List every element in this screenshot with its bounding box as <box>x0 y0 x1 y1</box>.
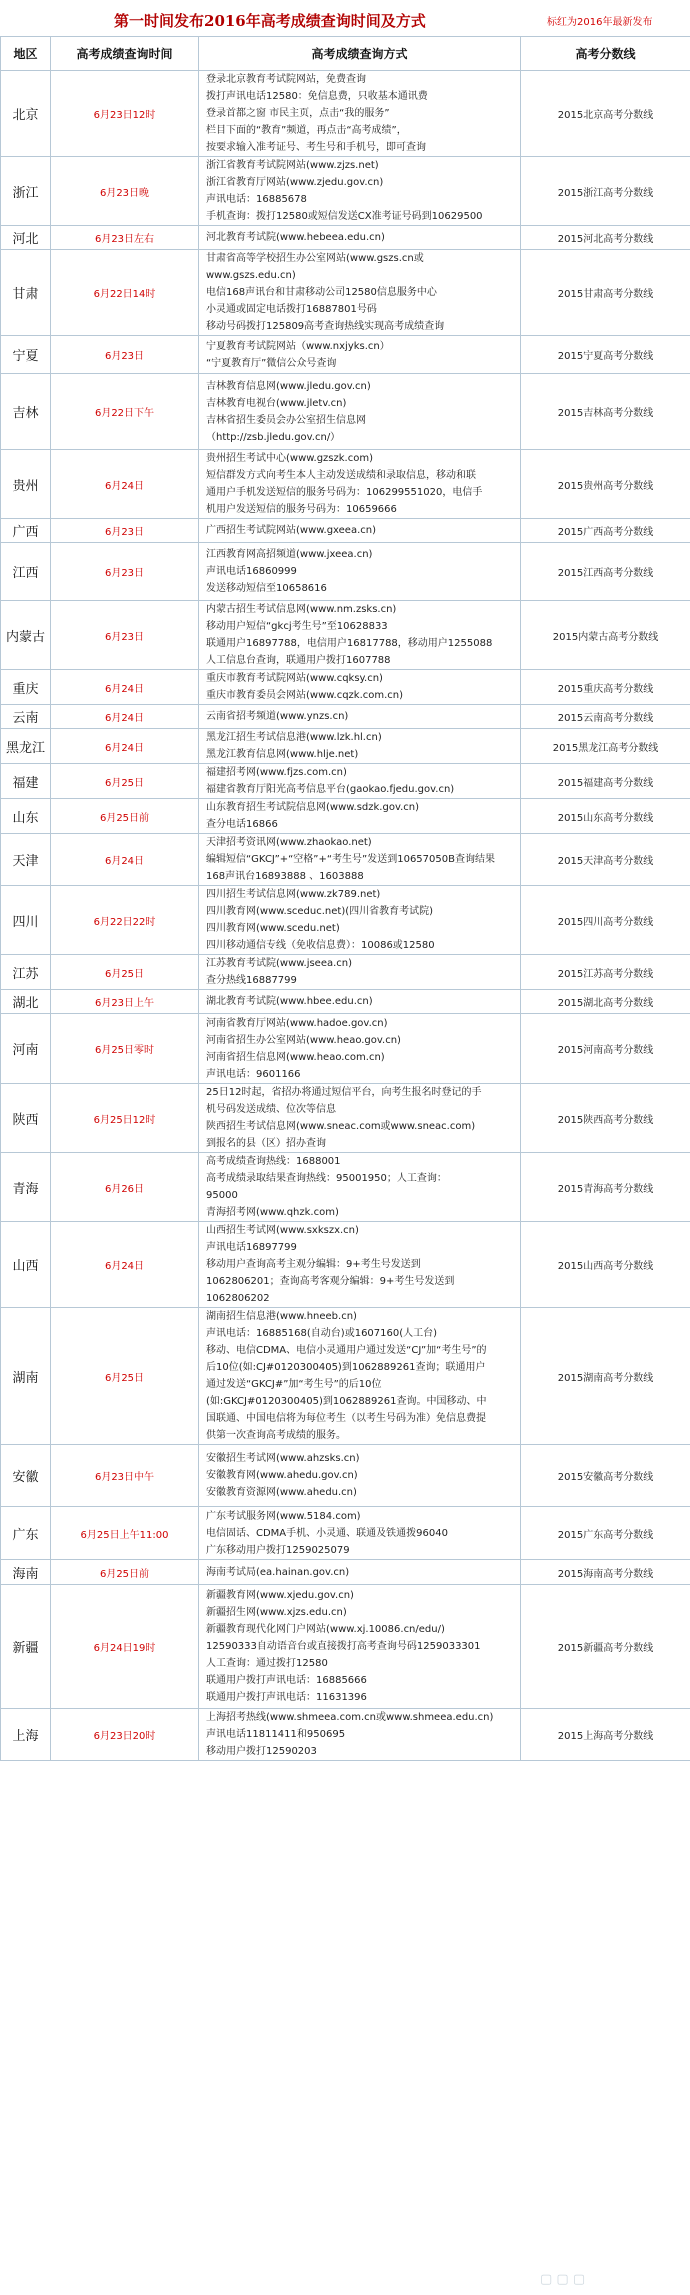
method-line: 按要求输入准考证号、考生号和手机号，即可查询 <box>206 142 426 153</box>
region-cell: 内蒙古 <box>1 601 51 670</box>
query-time-cell: 6月25日 <box>51 1308 199 1445</box>
region-cell: 安徽 <box>1 1445 51 1507</box>
method-line: 青海招考网(www.qhzk.com) <box>206 1207 339 1218</box>
method-line: 福建省教育厅阳光高考信息平台(gaokao.fjedu.gov.cn) <box>206 784 455 795</box>
method-line: 四川教育网(www.sceduc.net)(四川省教育考试院) <box>206 906 434 917</box>
query-time-cell: 6月23日12时 <box>51 71 199 157</box>
score-line-link[interactable]: 2015宁夏高考分数线 <box>521 336 690 374</box>
query-method-cell <box>199 1084 521 1153</box>
query-time-cell: 6月23日左右 <box>51 226 199 250</box>
query-method-cell <box>199 834 521 886</box>
region-cell: 吉林 <box>1 374 51 450</box>
table-row <box>1 729 690 764</box>
table-row <box>1 1308 690 1445</box>
method-line: 重庆市教育委员会网站(www.cqzk.com.cn) <box>206 690 404 701</box>
method-line: 江西教育网高招频道(www.jxeea.cn) <box>206 549 373 560</box>
query-method-cell <box>199 226 521 250</box>
method-line: 拨打声讯电话12580：免信息费，只收基本通讯费 <box>206 91 428 102</box>
method-line: 福建招考网(www.fjzs.com.cn) <box>206 767 347 778</box>
col-header-time: 高考成绩查询时间 <box>51 37 199 71</box>
query-method-cell <box>199 705 521 729</box>
query-time-cell: 6月24日 <box>51 834 199 886</box>
query-method-cell <box>199 764 521 799</box>
method-line: 国联通、中国电信将为每位考生（以考生号码为准）免信息费提 <box>206 1413 486 1424</box>
score-line-link[interactable]: 2015山西高考分数线 <box>521 1222 690 1308</box>
table-header-row <box>1 37 690 71</box>
table-row <box>1 1014 690 1084</box>
method-line: 声讯电话：16885168(自动台)或1607160(人工台) <box>206 1328 438 1339</box>
table-row <box>1 799 690 834</box>
score-line-link[interactable]: 2015山东高考分数线 <box>521 799 690 834</box>
score-line-link[interactable]: 2015海南高考分数线 <box>521 1560 690 1585</box>
query-time-cell: 6月22日14时 <box>51 250 199 336</box>
score-line-link[interactable]: 2015天津高考分数线 <box>521 834 690 886</box>
query-time-cell: 6月24日 <box>51 670 199 705</box>
table-row <box>1 1153 690 1222</box>
table-row <box>1 1084 690 1153</box>
query-time-cell: 6月23日晚 <box>51 157 199 226</box>
score-line-link[interactable]: 2015北京高考分数线 <box>521 71 690 157</box>
query-time-cell: 6月22日22时 <box>51 886 199 955</box>
method-line: 移动号码拨打125809高考查询热线实现高考成绩查询 <box>206 321 445 332</box>
method-line: 河南省招生信息网(www.heao.com.cn) <box>206 1051 385 1063</box>
table-row <box>1 1585 690 1709</box>
region-cell: 北京 <box>1 71 51 157</box>
method-line: 新疆招生网(www.xjzs.edu.cn) <box>206 1607 347 1618</box>
method-line: 联通用户拨打声讯电话：16885666 <box>206 1675 367 1686</box>
score-line-link[interactable]: 2015贵州高考分数线 <box>521 450 690 519</box>
method-line: 甘肃省高等学校招生办公室网站(www.gszs.cn或 <box>206 253 424 264</box>
query-method-cell <box>199 1153 521 1222</box>
method-line: 声讯电话11811411和950695 <box>206 1729 346 1740</box>
method-line: 宁夏教育考试院网站（www.nxjyks.cn） <box>206 340 390 352</box>
method-line: 四川教育网(www.scedu.net) <box>206 923 340 934</box>
score-line-link[interactable]: 2015湖南高考分数线 <box>521 1308 690 1445</box>
method-line: 移动用户查询高考主观分编辑：9+考生号发送到 <box>206 1259 421 1270</box>
method-line: 广东移动用户拨打1259025079 <box>206 1544 350 1556</box>
score-line-link[interactable]: 2015广西高考分数线 <box>521 519 690 543</box>
query-method-cell <box>199 1445 521 1507</box>
table-row <box>1 543 690 601</box>
method-line: www.gszs.edu.cn) <box>206 270 296 281</box>
score-line-link[interactable]: 2015江苏高考分数线 <box>521 955 690 990</box>
query-time-cell: 6月25日 <box>51 955 199 990</box>
query-method-cell <box>199 1507 521 1560</box>
query-method-cell <box>199 1585 521 1709</box>
method-line: 新疆教育现代化网门户网站(www.xj.10086.cn/edu/) <box>206 1624 445 1635</box>
method-line: 广东考试服务网(www.5184.com) <box>206 1510 361 1522</box>
query-time-cell: 6月25日零时 <box>51 1014 199 1084</box>
score-line-link[interactable]: 2015云南高考分数线 <box>521 705 690 729</box>
region-cell: 天津 <box>1 834 51 886</box>
table-row <box>1 601 690 670</box>
method-line: 机用户发送短信的服务号码为：10659666 <box>206 504 397 515</box>
table-body <box>1 71 690 1761</box>
method-line: 查分热线16887799 <box>206 975 297 986</box>
method-line: 95000 <box>206 1190 238 1201</box>
score-line-link[interactable]: 2015河南高考分数线 <box>521 1014 690 1084</box>
region-cell: 福建 <box>1 764 51 799</box>
title-bar <box>0 0 690 36</box>
method-line: 联通用户16897788，电信用户16817788，移动用户1255088 <box>206 638 493 649</box>
method-line: 陕西招生考试信息网(www.sneac.com或www.sneac.com) <box>206 1121 476 1132</box>
query-time-cell: 6月25日前 <box>51 799 199 834</box>
query-method-cell <box>199 886 521 955</box>
query-method-cell <box>199 601 521 670</box>
region-cell: 青海 <box>1 1153 51 1222</box>
table-row <box>1 157 690 226</box>
region-cell: 湖北 <box>1 990 51 1014</box>
query-method-cell <box>199 1709 521 1761</box>
query-time-cell: 6月24日 <box>51 450 199 519</box>
table-row <box>1 764 690 799</box>
region-cell: 宁夏 <box>1 336 51 374</box>
table-row <box>1 450 690 519</box>
method-line: 25日12时起，省招办将通过短信平台，向考生报名时登记的手 <box>206 1087 482 1098</box>
method-line: 安徽教育资源网(www.ahedu.cn) <box>206 1487 357 1498</box>
query-method-cell <box>199 519 521 543</box>
method-line: 人工查询：通过拨打12580 <box>206 1658 328 1669</box>
method-line: 重庆市教育考试院网站(www.cqksy.cn) <box>206 673 383 684</box>
region-cell: 广东 <box>1 1507 51 1560</box>
query-method-cell <box>199 250 521 336</box>
query-time-cell: 6月24日 <box>51 729 199 764</box>
region-cell: 上海 <box>1 1709 51 1761</box>
method-line: 黑龙江教育信息网(www.hlje.net) <box>206 749 359 760</box>
query-time-cell: 6月25日12时 <box>51 1084 199 1153</box>
method-line: 四川移动通信专线（免收信息费）：10086或12580 <box>206 940 435 951</box>
score-line-link[interactable]: 2015黑龙江高考分数线 <box>521 729 690 764</box>
method-line: 发送移动短信至10658616 <box>206 583 327 594</box>
table-row <box>1 886 690 955</box>
table-row <box>1 990 690 1014</box>
method-line: 声讯电话：16885678 <box>206 194 307 205</box>
method-line: 黑龙江招生考试信息港(www.lzk.hl.cn) <box>206 732 382 743</box>
method-line: “宁夏教育厅”微信公众号查询 <box>206 357 337 369</box>
method-line: 1062806202 <box>206 1293 270 1304</box>
method-line: 人工信息台查询，联通用户拨打1607788 <box>206 655 391 666</box>
method-line: 新疆教育网(www.xjedu.gov.cn) <box>206 1590 354 1601</box>
query-time-cell: 6月23日上午 <box>51 990 199 1014</box>
method-line: 声讯电话16860999 <box>206 566 297 577</box>
method-line: 湖南招生信息港(www.hneeb.cn) <box>206 1311 357 1322</box>
method-line: 云南省招考频道(www.ynzs.cn) <box>206 711 349 722</box>
table-row <box>1 705 690 729</box>
region-cell: 黑龙江 <box>1 729 51 764</box>
score-line-link[interactable]: 2015湖北高考分数线 <box>521 990 690 1014</box>
table-row <box>1 670 690 705</box>
method-line: 广西招生考试院网站(www.gxeea.cn) <box>206 525 377 536</box>
method-line: 小灵通或固定电话拨打16887801号码 <box>206 304 377 315</box>
query-method-cell <box>199 1308 521 1445</box>
score-line-link[interactable]: 2015广东高考分数线 <box>521 1507 690 1560</box>
region-cell: 重庆 <box>1 670 51 705</box>
region-cell: 海南 <box>1 1560 51 1585</box>
method-line: 1062806201；查询高考客观分编辑：9+考生号发送到 <box>206 1276 455 1287</box>
query-time-cell: 6月23日 <box>51 543 199 601</box>
query-method-cell <box>199 1222 521 1308</box>
query-method-cell <box>199 1014 521 1084</box>
region-cell: 贵州 <box>1 450 51 519</box>
query-method-cell <box>199 543 521 601</box>
method-line: 登录首都之窗 市民主页，点击“我的服务” <box>206 108 390 119</box>
region-cell: 新疆 <box>1 1585 51 1709</box>
region-cell: 甘肃 <box>1 250 51 336</box>
table-row <box>1 250 690 336</box>
score-line-link[interactable]: 2015青海高考分数线 <box>521 1153 690 1222</box>
method-line: 声讯电话16897799 <box>206 1242 297 1253</box>
method-line: 短信群发方式向考生本人主动发送成绩和录取信息，移动和联 <box>206 470 476 481</box>
query-method-cell <box>199 729 521 764</box>
method-line: 供第一次查询高考成绩的服务。 <box>206 1430 346 1441</box>
score-line-link[interactable]: 2015陕西高考分数线 <box>521 1084 690 1153</box>
method-line: 机号码发送成绩、位次等信息 <box>206 1104 336 1115</box>
query-method-cell <box>199 374 521 450</box>
region-cell: 陕西 <box>1 1084 51 1153</box>
query-time-cell: 6月24日 <box>51 705 199 729</box>
score-line-link[interactable]: 2015河北高考分数线 <box>521 226 690 250</box>
table-row <box>1 71 690 157</box>
region-cell: 广西 <box>1 519 51 543</box>
page-title: 第一时间发布2016年高考成绩查询时间及方式 <box>114 12 426 30</box>
region-cell: 河北 <box>1 226 51 250</box>
method-line: 内蒙古招生考试信息网(www.nm.zsks.cn) <box>206 604 397 615</box>
watermark-logo: ▢ ▢ ▢ <box>540 2272 586 2287</box>
method-line: 河南省教育厅网站(www.hadoe.gov.cn) <box>206 1017 388 1029</box>
query-method-cell <box>199 336 521 374</box>
query-time-cell: 6月25日上午11:00 <box>51 1507 199 1560</box>
score-line-link[interactable]: 2015上海高考分数线 <box>521 1709 690 1761</box>
query-method-cell <box>199 955 521 990</box>
method-line: 电信168声讯台和甘肃移动公司12580信息服务中心 <box>206 287 437 298</box>
method-line: 天津招考资讯网(www.zhaokao.net) <box>206 837 372 848</box>
method-line: (如:GKCJ#0120300405)到1062889261查询。中国移动、中 <box>206 1396 487 1407</box>
score-line-link[interactable]: 2015新疆高考分数线 <box>521 1585 690 1709</box>
method-line: 山西招生考试网(www.sxkszx.cn) <box>206 1225 359 1236</box>
score-line-link[interactable]: 2015甘肃高考分数线 <box>521 250 690 336</box>
score-line-link[interactable]: 2015浙江高考分数线 <box>521 157 690 226</box>
query-time-cell: 6月23日 <box>51 336 199 374</box>
query-time-cell: 6月24日 <box>51 1222 199 1308</box>
table-row <box>1 374 690 450</box>
query-method-cell <box>199 990 521 1014</box>
table-row <box>1 955 690 990</box>
method-line: 湖北教育考试院(www.hbee.edu.cn) <box>206 996 373 1007</box>
method-line: 移动用户短信“gkcj考生号”至10628833 <box>206 621 388 632</box>
query-time-cell: 6月22日下午 <box>51 374 199 450</box>
region-cell: 河南 <box>1 1014 51 1084</box>
query-time-cell: 6月23日20时 <box>51 1709 199 1761</box>
method-line: 后10位(如:CJ#0120300405)到1062889261查询；联通用户 <box>206 1362 486 1373</box>
query-method-cell <box>199 450 521 519</box>
method-line: 高考成绩录取结果查询热线：95001950；人工查询： <box>206 1173 447 1184</box>
method-line: 查分电话16866 <box>206 819 278 830</box>
query-method-cell <box>199 157 521 226</box>
query-time-cell: 6月26日 <box>51 1153 199 1222</box>
table-row <box>1 1222 690 1308</box>
score-query-table <box>0 36 690 1761</box>
query-time-cell: 6月25日 <box>51 764 199 799</box>
score-line-link[interactable]: 2015四川高考分数线 <box>521 886 690 955</box>
method-line: 贵州招生考试中心(www.gzszk.com) <box>206 453 373 464</box>
query-method-cell <box>199 71 521 157</box>
table-row <box>1 834 690 886</box>
method-line: 高考成绩查询热线：1688001 <box>206 1156 341 1167</box>
query-time-cell: 6月23日 <box>51 601 199 670</box>
legend-note: 标红为2016年最新发布 <box>547 17 653 28</box>
method-line: 联通用户拨打声讯电话：11631396 <box>206 1692 367 1703</box>
table-row <box>1 1709 690 1761</box>
col-header-score: 高考分数线 <box>521 37 690 71</box>
method-line: 河北教育考试院(www.hebeea.edu.cn) <box>206 232 385 243</box>
method-line: 通过发送“GKCJ#”加“考生号”的后10位 <box>206 1379 382 1390</box>
method-line: 手机查询：拨打12580或短信发送CX准考证号码到10629500 <box>206 211 483 222</box>
method-line: 吉林教育电视台(www.jletv.cn) <box>206 397 347 409</box>
table-row <box>1 226 690 250</box>
method-line: 浙江省教育厅网站(www.zjedu.gov.cn) <box>206 177 384 188</box>
method-line: 到报名的县（区）招办查询 <box>206 1138 326 1149</box>
score-line-link[interactable]: 2015福建高考分数线 <box>521 764 690 799</box>
query-method-cell <box>199 670 521 705</box>
query-time-cell: 6月23日 <box>51 519 199 543</box>
table-row <box>1 1507 690 1560</box>
score-line-link[interactable]: 2015安徽高考分数线 <box>521 1445 690 1507</box>
score-line-link[interactable]: 2015江西高考分数线 <box>521 543 690 601</box>
method-line: 声讯电话：9601166 <box>206 1068 301 1080</box>
method-line: 四川招生考试信息网(www.zk789.net) <box>206 889 381 900</box>
score-line-link[interactable]: 2015重庆高考分数线 <box>521 670 690 705</box>
method-line: 通用户手机发送短信的服务号码为：106299551020，电信手 <box>206 487 483 498</box>
region-cell: 山东 <box>1 799 51 834</box>
method-line: 登录北京教育考试院网站，免费查询 <box>206 74 366 85</box>
region-cell: 江苏 <box>1 955 51 990</box>
table-row <box>1 519 690 543</box>
method-line: 安徽教育网(www.ahedu.gov.cn) <box>206 1470 358 1481</box>
method-line: 吉林教育信息网(www.jledu.gov.cn) <box>206 380 371 392</box>
method-line: 电信固话、CDMA手机、小灵通、联通及铁通拨96040 <box>206 1527 448 1539</box>
score-line-link[interactable]: 2015内蒙古高考分数线 <box>521 601 690 670</box>
score-line-link[interactable]: 2015吉林高考分数线 <box>521 374 690 450</box>
col-header-region: 地区 <box>1 37 51 71</box>
method-line: 12590333自动语音台或直接拨打高考查询号码1259033301 <box>206 1641 481 1652</box>
method-line: 江苏教育考试院(www.jseea.cn) <box>206 958 353 969</box>
method-line: （http://zsb.jledu.gov.cn/） <box>206 431 341 443</box>
method-line: 上海招考热线(www.shmeea.com.cn或www.shmeea.edu.cn) <box>206 1712 494 1723</box>
method-line: 山东教育招生考试院信息网(www.sdzk.gov.cn) <box>206 802 419 813</box>
table-row <box>1 336 690 374</box>
method-line: 河南省招生办公室网站(www.heao.gov.cn) <box>206 1034 401 1046</box>
region-cell: 江西 <box>1 543 51 601</box>
query-time-cell: 6月24日19时 <box>51 1585 199 1709</box>
region-cell: 湖南 <box>1 1308 51 1445</box>
method-line: 安徽招生考试网(www.ahzsks.cn) <box>206 1453 360 1464</box>
col-header-method: 高考成绩查询方式 <box>199 37 521 71</box>
method-line: 移动用户拨打12590203 <box>206 1746 317 1757</box>
method-line: 168声讯台16893888 、1603888 <box>206 871 364 882</box>
region-cell: 山西 <box>1 1222 51 1308</box>
table-row <box>1 1445 690 1507</box>
region-cell: 浙江 <box>1 157 51 226</box>
method-line: 吉林省招生委员会办公室招生信息网 <box>206 414 366 426</box>
method-line: 编辑短信“GKCJ”+“空格”+“考生号”发送到10657050B查询结果 <box>206 854 495 865</box>
region-cell: 四川 <box>1 886 51 955</box>
region-cell: 云南 <box>1 705 51 729</box>
method-line: 浙江省教育考试院网站(www.zjzs.net) <box>206 160 379 171</box>
method-line: 栏目下面的“教育”频道，再点击“高考成绩”， <box>206 125 407 136</box>
query-time-cell: 6月25日前 <box>51 1560 199 1585</box>
query-method-cell <box>199 799 521 834</box>
query-time-cell: 6月23日中午 <box>51 1445 199 1507</box>
method-line: 海南考试局(ea.hainan.gov.cn) <box>206 1566 350 1578</box>
query-method-cell <box>199 1560 521 1585</box>
method-line: 移动、电信CDMA、电信小灵通用户通过发送“CJ”加“考生号”的 <box>206 1345 487 1356</box>
table-row <box>1 1560 690 1585</box>
